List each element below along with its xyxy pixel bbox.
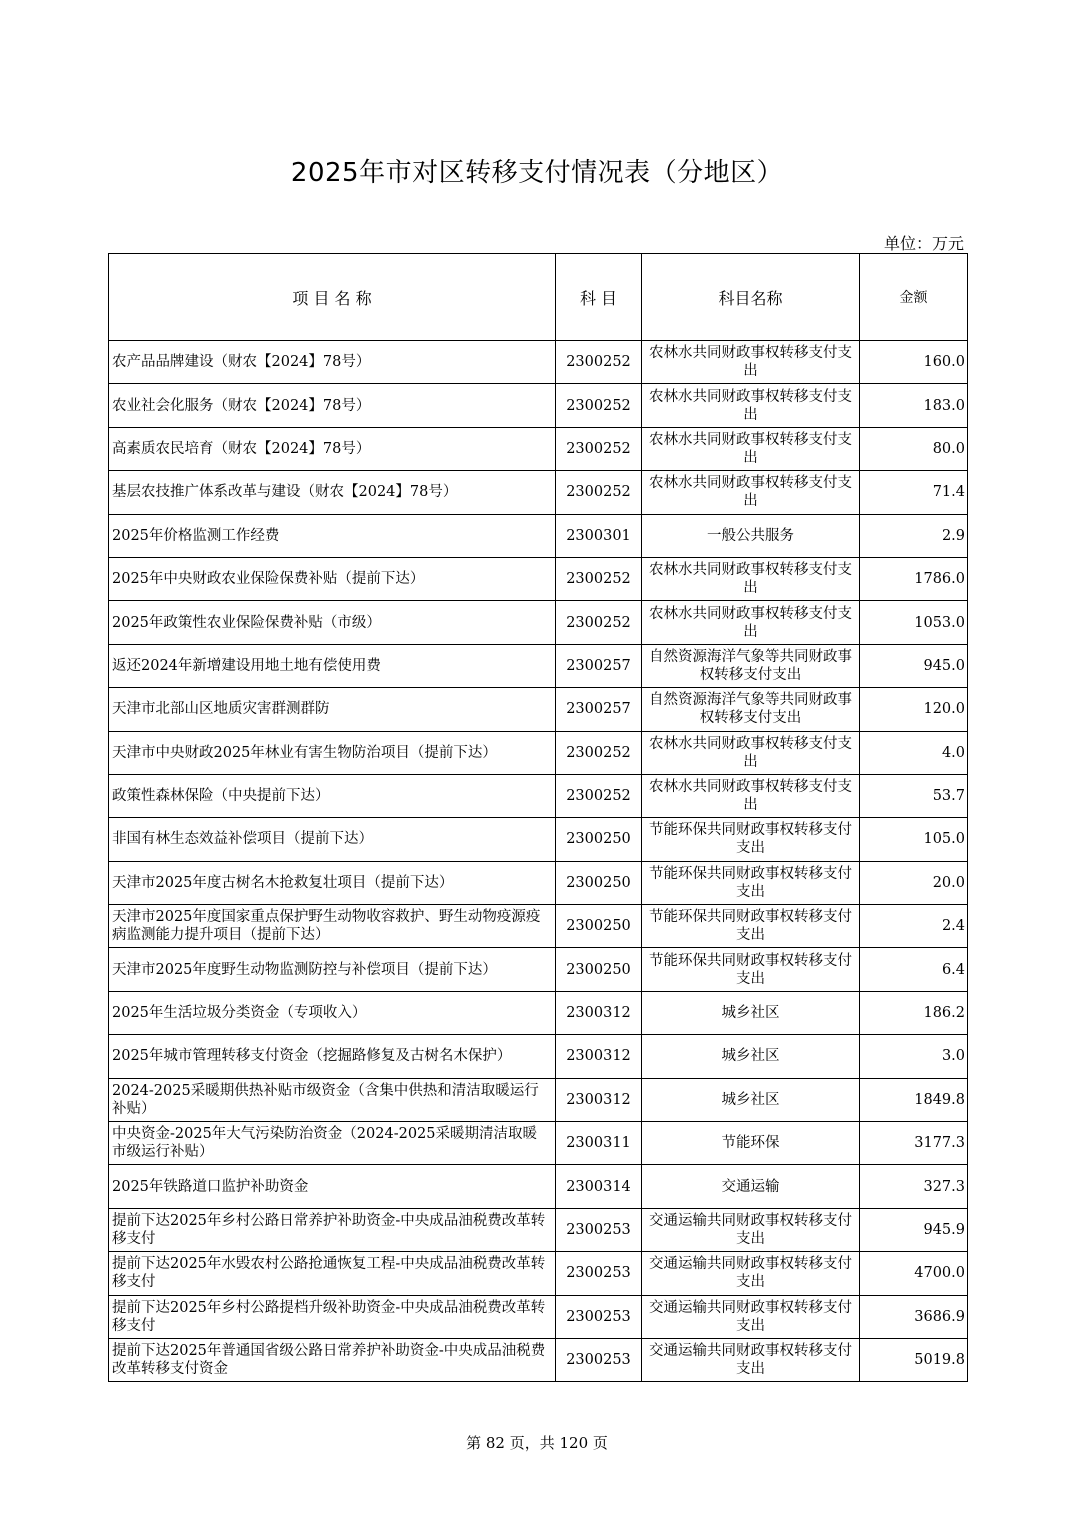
table-row [109, 514, 968, 557]
row-project-name: 2025年中央财政农业保险保费补贴（提前下达） [109, 557, 556, 600]
table-row [109, 1252, 968, 1295]
row-amount: 120.0 [860, 688, 968, 731]
row-subject-code: 2300250 [556, 905, 642, 948]
row-subject-name: 农林水共同财政事权转移支付支出 [642, 774, 860, 817]
row-subject-code: 2300250 [556, 861, 642, 904]
row-subject-name: 农林水共同财政事权转移支付支出 [642, 471, 860, 514]
row-amount: 4.0 [860, 731, 968, 774]
row-amount: 20.0 [860, 861, 968, 904]
row-amount: 945.0 [860, 644, 968, 687]
table-row [109, 818, 968, 861]
page-footer: 第 82 页，共 120 页 [466, 1434, 608, 1452]
row-amount: 6.4 [860, 948, 968, 991]
row-subject-name: 自然资源海洋气象等共同财政事权转移支付支出 [642, 644, 860, 687]
table-row [109, 774, 968, 817]
table-row [109, 1338, 968, 1381]
row-subject-code: 2300314 [556, 1165, 642, 1208]
row-subject-code: 2300312 [556, 1078, 642, 1121]
row-subject-name: 农林水共同财政事权转移支付支出 [642, 384, 860, 427]
row-project-name: 天津市2025年度古树名木抢救复壮项目（提前下达） [109, 861, 556, 904]
table-row [109, 1295, 968, 1338]
row-subject-code: 2300257 [556, 688, 642, 731]
row-subject-name: 农林水共同财政事权转移支付支出 [642, 557, 860, 600]
row-subject-code: 2300301 [556, 514, 642, 557]
row-subject-name: 交通运输共同财政事权转移支付支出 [642, 1295, 860, 1338]
row-project-name: 农业社会化服务（财农【2024】78号） [109, 384, 556, 427]
row-project-name: 提前下达2025年乡村公路提档升级补助资金-中央成品油税费改革转移支付 [109, 1295, 556, 1338]
row-project-name: 天津市北部山区地质灾害群测群防 [109, 688, 556, 731]
row-subject-code: 2300252 [556, 427, 642, 470]
row-project-name: 天津市2025年度野生动物监测防控与补偿项目（提前下达） [109, 948, 556, 991]
row-amount: 105.0 [860, 818, 968, 861]
row-project-name: 政策性森林保险（中央提前下达） [109, 774, 556, 817]
row-amount: 71.4 [860, 471, 968, 514]
row-project-name: 非国有林生态效益补偿项目（提前下达） [109, 818, 556, 861]
row-subject-code: 2300252 [556, 341, 642, 384]
row-amount: 2.9 [860, 514, 968, 557]
table-row [109, 644, 968, 687]
table-row [109, 601, 968, 644]
row-subject-name: 节能环保共同财政事权转移支付支出 [642, 905, 860, 948]
row-project-name: 高素质农民培育（财农【2024】78号） [109, 427, 556, 470]
row-amount: 3686.9 [860, 1295, 968, 1338]
table-row [109, 1035, 968, 1078]
header-amount: 金额 [860, 254, 968, 341]
row-project-name: 提前下达2025年普通国省级公路日常养护补助资金-中央成品油税费改革转移支付资金 [109, 1338, 556, 1381]
unit-label: 单位：万元 [883, 234, 964, 253]
table-row [109, 688, 968, 731]
row-project-name: 2025年价格监测工作经费 [109, 514, 556, 557]
header-subject-code: 科 目 [556, 254, 642, 341]
row-project-name: 提前下达2025年乡村公路日常养护补助资金-中央成品油税费改革转移支付 [109, 1208, 556, 1251]
row-amount: 945.9 [860, 1208, 968, 1251]
table-row [109, 1122, 968, 1165]
row-project-name: 基层农技推广体系改革与建设（财农【2024】78号） [109, 471, 556, 514]
row-amount: 1053.0 [860, 601, 968, 644]
row-subject-name: 农林水共同财政事权转移支付支出 [642, 601, 860, 644]
row-subject-code: 2300252 [556, 557, 642, 600]
row-subject-code: 2300250 [556, 818, 642, 861]
row-subject-name: 城乡社区 [642, 1035, 860, 1078]
page-title: 2025年市对区转移支付情况表（分地区） [290, 158, 784, 188]
row-project-name: 2025年生活垃圾分类资金（专项收入） [109, 991, 556, 1034]
table-body [109, 341, 968, 1382]
table-row [109, 341, 968, 384]
row-subject-code: 2300252 [556, 471, 642, 514]
row-subject-name: 交通运输 [642, 1165, 860, 1208]
row-project-name: 2025年铁路道口监护补助资金 [109, 1165, 556, 1208]
table-row [109, 861, 968, 904]
row-amount: 53.7 [860, 774, 968, 817]
row-subject-name: 一般公共服务 [642, 514, 860, 557]
table-row [109, 905, 968, 948]
table-row [109, 427, 968, 470]
row-project-name: 提前下达2025年水毁农村公路抢通恢复工程-中央成品油税费改革转移支付 [109, 1252, 556, 1295]
row-subject-code: 2300312 [556, 991, 642, 1034]
row-subject-code: 2300311 [556, 1122, 642, 1165]
table-row [109, 557, 968, 600]
row-project-name: 2025年城市管理转移支付资金（挖掘路修复及古树名木保护） [109, 1035, 556, 1078]
table-row [109, 991, 968, 1034]
table-row [109, 731, 968, 774]
table-row [109, 1208, 968, 1251]
row-subject-code: 2300252 [556, 384, 642, 427]
row-subject-name: 节能环保共同财政事权转移支付支出 [642, 861, 860, 904]
row-subject-name: 节能环保共同财政事权转移支付支出 [642, 948, 860, 991]
row-subject-name: 节能环保共同财政事权转移支付支出 [642, 818, 860, 861]
table-header-row [109, 254, 968, 341]
row-project-name: 中央资金-2025年大气污染防治资金（2024-2025采暖期清洁取暖市级运行补贴） [109, 1122, 556, 1165]
row-amount: 1849.8 [860, 1078, 968, 1121]
table-row [109, 1078, 968, 1121]
row-subject-code: 2300257 [556, 644, 642, 687]
row-subject-code: 2300250 [556, 948, 642, 991]
row-subject-name: 交通运输共同财政事权转移支付支出 [642, 1252, 860, 1295]
row-amount: 183.0 [860, 384, 968, 427]
row-subject-code: 2300253 [556, 1295, 642, 1338]
row-amount: 1786.0 [860, 557, 968, 600]
row-subject-name: 交通运输共同财政事权转移支付支出 [642, 1208, 860, 1251]
row-subject-name: 节能环保 [642, 1122, 860, 1165]
row-subject-name: 农林水共同财政事权转移支付支出 [642, 731, 860, 774]
transfer-payment-table [108, 253, 968, 1382]
row-subject-code: 2300253 [556, 1338, 642, 1381]
row-subject-name: 城乡社区 [642, 1078, 860, 1121]
row-amount: 3.0 [860, 1035, 968, 1078]
header-project-name: 项 目 名 称 [109, 254, 556, 341]
row-subject-code: 2300253 [556, 1252, 642, 1295]
row-project-name: 农产品品牌建设（财农【2024】78号） [109, 341, 556, 384]
table-row [109, 948, 968, 991]
row-amount: 4700.0 [860, 1252, 968, 1295]
row-amount: 186.2 [860, 991, 968, 1034]
row-amount: 160.0 [860, 341, 968, 384]
row-subject-code: 2300253 [556, 1208, 642, 1251]
row-project-name: 2024-2025采暖期供热补贴市级资金（含集中供热和清洁取暖运行补贴） [109, 1078, 556, 1121]
row-subject-code: 2300252 [556, 774, 642, 817]
row-subject-code: 2300312 [556, 1035, 642, 1078]
row-amount: 3177.3 [860, 1122, 968, 1165]
row-amount: 2.4 [860, 905, 968, 948]
row-project-name: 天津市中央财政2025年林业有害生物防治项目（提前下达） [109, 731, 556, 774]
table-row [109, 1165, 968, 1208]
row-amount: 5019.8 [860, 1338, 968, 1381]
header-subject-name: 科目名称 [642, 254, 860, 341]
table-row [109, 384, 968, 427]
row-subject-name: 农林水共同财政事权转移支付支出 [642, 341, 860, 384]
row-subject-name: 交通运输共同财政事权转移支付支出 [642, 1338, 860, 1381]
row-subject-code: 2300252 [556, 601, 642, 644]
row-project-name: 2025年政策性农业保险保费补贴（市级） [109, 601, 556, 644]
row-subject-name: 农林水共同财政事权转移支付支出 [642, 427, 860, 470]
row-amount: 327.3 [860, 1165, 968, 1208]
row-subject-name: 自然资源海洋气象等共同财政事权转移支付支出 [642, 688, 860, 731]
row-project-name: 天津市2025年度国家重点保护野生动物收容救护、野生动物疫源疫病监测能力提升项目（提前下达） [109, 905, 556, 948]
table-row [109, 471, 968, 514]
row-subject-code: 2300252 [556, 731, 642, 774]
row-project-name: 返还2024年新增建设用地土地有偿使用费 [109, 644, 556, 687]
row-amount: 80.0 [860, 427, 968, 470]
row-subject-name: 城乡社区 [642, 991, 860, 1034]
